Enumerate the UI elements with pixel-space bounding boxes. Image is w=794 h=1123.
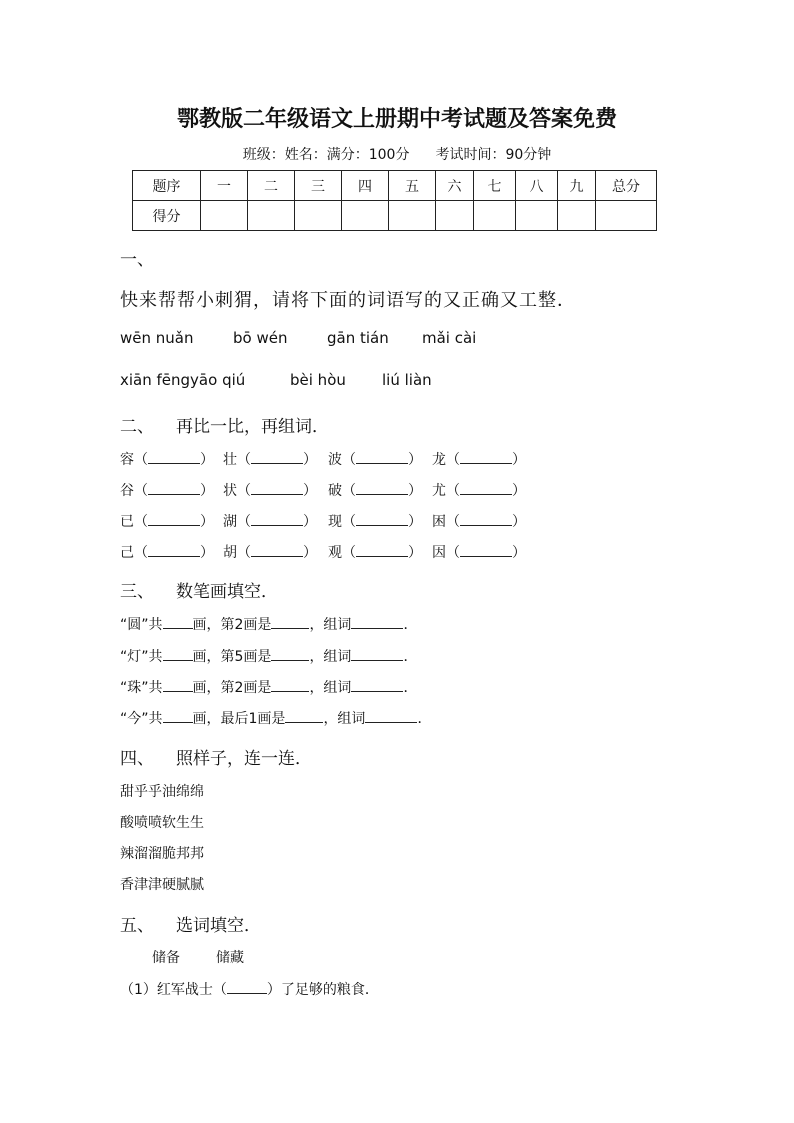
word-group-item (120, 449, 214, 469)
character: 波 (328, 452, 342, 468)
word-group-item (328, 449, 422, 469)
section-3-heading (120, 577, 278, 602)
answer-blank[interactable] (356, 524, 408, 526)
answer-blank[interactable] (148, 524, 200, 526)
stroke-question (120, 614, 417, 634)
question-mid: 画，第2画是 (192, 617, 272, 633)
answer-blank[interactable] (356, 462, 408, 464)
section-number: 二、 (120, 417, 154, 437)
section-number: 五、 (120, 916, 154, 936)
character: 尤 (432, 483, 446, 499)
character: 状 (223, 483, 237, 499)
score-table-score-row (133, 201, 657, 231)
answer-blank[interactable] (271, 690, 309, 692)
close-paren: ） (408, 452, 422, 468)
answer-blank[interactable] (163, 690, 193, 692)
answer-blank[interactable] (148, 493, 200, 495)
answer-blank[interactable] (460, 555, 512, 557)
open-paren: （ (446, 545, 460, 561)
word-group-item (120, 480, 214, 500)
word-group-item (223, 480, 317, 500)
character: 容 (120, 452, 134, 468)
answer-blank[interactable] (460, 524, 512, 526)
question-stop: ． (403, 649, 418, 665)
class-label: 班级： (242, 147, 285, 163)
answer-blank[interactable] (356, 493, 408, 495)
answer-blank[interactable] (271, 627, 309, 629)
character: 胡 (223, 545, 237, 561)
table-header-cell: 一 (201, 171, 248, 201)
open-paren: （ (342, 483, 356, 499)
word-group-item (328, 480, 422, 500)
character: 破 (328, 483, 342, 499)
score-table (132, 170, 657, 231)
section-title: 选词填空． (176, 916, 261, 936)
character: 因 (432, 545, 446, 561)
score-cell[interactable] (389, 201, 436, 231)
word-choice: 储藏 (216, 950, 244, 966)
table-header-cell: 二 (248, 171, 295, 201)
stroke-question (120, 677, 417, 697)
close-paren: ） (200, 483, 214, 499)
word-group-item (432, 511, 526, 531)
table-header-cell: 三 (295, 171, 342, 201)
score-cell[interactable] (516, 201, 558, 231)
word-group-item (223, 511, 317, 531)
question-mid: 画，第5画是 (192, 649, 272, 665)
answer-blank[interactable] (285, 721, 323, 723)
question-stop: ． (403, 680, 418, 696)
stroke-question (120, 646, 417, 666)
word-group-item (432, 542, 526, 562)
close-paren: ） (303, 483, 317, 499)
word-group-item (120, 511, 214, 531)
close-paren: ） (200, 514, 214, 530)
question-char: “珠”共 (120, 680, 163, 696)
pinyin-item: gān tián (327, 329, 389, 347)
score-cell[interactable] (558, 201, 596, 231)
matching-line: 甜乎乎油绵绵 (120, 784, 204, 800)
question-end: ，组词 (309, 680, 352, 696)
section-title: 再比一比，再组词． (176, 417, 329, 437)
question-mid: 画，第2画是 (192, 680, 272, 696)
answer-blank[interactable] (227, 992, 267, 994)
question-char: “圆”共 (120, 617, 163, 633)
close-paren: ） (512, 545, 526, 561)
answer-blank[interactable] (460, 493, 512, 495)
section-5-heading (120, 911, 261, 936)
stroke-question (120, 708, 431, 728)
open-paren: （ (237, 545, 251, 561)
character: 已 (120, 514, 134, 530)
answer-blank[interactable] (351, 627, 403, 629)
section-number: 四、 (120, 749, 154, 769)
answer-blank[interactable] (148, 462, 200, 464)
character: 谷 (120, 483, 134, 499)
character: 观 (328, 545, 342, 561)
answer-blank[interactable] (148, 555, 200, 557)
pinyin-item: bō wén (233, 329, 288, 347)
pinyin-row-1 (120, 329, 476, 347)
character: 壮 (223, 452, 237, 468)
matching-line: 辣溜溜脆邦邦 (120, 846, 204, 862)
answer-blank[interactable] (460, 462, 512, 464)
pinyin-item: liú liàn (382, 371, 432, 389)
answer-blank[interactable] (351, 690, 403, 692)
open-paren: （ (342, 452, 356, 468)
open-paren: （ (134, 545, 148, 561)
question-prefix: （1）红军战士（ (120, 982, 227, 998)
score-cell[interactable] (436, 201, 474, 231)
close-paren: ） (303, 545, 317, 561)
word-group-item (328, 511, 422, 531)
table-header-cell: 四 (342, 171, 389, 201)
character: 龙 (432, 452, 446, 468)
word-group-item (328, 542, 422, 562)
close-paren: ） (512, 452, 526, 468)
question-mid: 画，最后1画是 (192, 711, 286, 727)
pinyin-item: bèi hòu (290, 371, 346, 389)
matching-line: 香津津硬腻腻 (120, 877, 204, 893)
pinyin-row-2 (120, 371, 432, 389)
table-header-cell: 题序 (133, 171, 201, 201)
close-paren: ） (303, 452, 317, 468)
open-paren: （ (237, 514, 251, 530)
full-score: 满分：100分 (326, 147, 410, 163)
answer-blank[interactable] (251, 555, 303, 557)
answer-blank[interactable] (163, 659, 193, 661)
name-label: 姓名： (284, 147, 327, 163)
open-paren: （ (342, 545, 356, 561)
close-paren: ） (408, 483, 422, 499)
score-cell[interactable] (295, 201, 342, 231)
close-paren: ） (200, 545, 214, 561)
table-header-cell: 八 (516, 171, 558, 201)
section-1-instruction: 快来帮帮小刺猬，请将下面的词语写的又正确又工整． (120, 290, 576, 311)
close-paren: ） (408, 514, 422, 530)
word-group-item (223, 542, 317, 562)
section-title: 数笔画填空． (176, 582, 278, 602)
pinyin-item: mǎi cài (422, 329, 477, 347)
open-paren: （ (446, 452, 460, 468)
answer-blank[interactable] (365, 721, 417, 723)
score-cell[interactable] (474, 201, 516, 231)
word-group-item (120, 542, 214, 562)
score-cell[interactable] (248, 201, 295, 231)
open-paren: （ (237, 483, 251, 499)
close-paren: ） (303, 514, 317, 530)
answer-blank[interactable] (356, 555, 408, 557)
character: 现 (328, 514, 342, 530)
score-cell[interactable] (342, 201, 389, 231)
close-paren: ） (512, 514, 526, 530)
section-number: 三、 (120, 582, 154, 602)
table-header-cell: 七 (474, 171, 516, 201)
question-char: “今”共 (120, 711, 163, 727)
question-stop: ． (417, 711, 432, 727)
question-end: ，组词 (309, 649, 352, 665)
table-header-cell: 六 (436, 171, 474, 201)
open-paren: （ (342, 514, 356, 530)
answer-blank[interactable] (251, 493, 303, 495)
open-paren: （ (134, 452, 148, 468)
answer-blank[interactable] (163, 627, 193, 629)
answer-blank[interactable] (251, 524, 303, 526)
character: 湖 (223, 514, 237, 530)
open-paren: （ (446, 514, 460, 530)
score-cell[interactable] (596, 201, 657, 231)
exam-time: 考试时间：90分钟 (435, 147, 552, 163)
table-header-cell: 总分 (596, 171, 657, 201)
score-cell[interactable] (201, 201, 248, 231)
question-end: ，组词 (309, 617, 352, 633)
close-paren: ） (512, 483, 526, 499)
word-group-item (223, 449, 317, 469)
section-1-heading: 一、 (120, 250, 154, 270)
answer-blank[interactable] (163, 721, 193, 723)
fill-question-1 (120, 979, 379, 999)
open-paren: （ (237, 452, 251, 468)
section-4-heading (120, 744, 312, 769)
pinyin-item: xiān fēngyāo qiú (120, 371, 246, 389)
character: 困 (432, 514, 446, 530)
word-group-item (432, 449, 526, 469)
question-char: “灯”共 (120, 649, 163, 665)
word-choice: 储备 (152, 950, 180, 966)
word-group-item (432, 480, 526, 500)
page-title: 鄂教版二年级语文上册期中考试题及答案免费 (176, 106, 617, 132)
character: 己 (120, 545, 134, 561)
close-paren: ） (200, 452, 214, 468)
table-header-cell: 五 (389, 171, 436, 201)
open-paren: （ (446, 483, 460, 499)
answer-blank[interactable] (271, 659, 309, 661)
score-table-header-row (133, 171, 657, 201)
table-row-label: 得分 (133, 201, 201, 231)
section-2-heading (120, 412, 329, 437)
question-stop: ． (403, 617, 418, 633)
answer-blank[interactable] (351, 659, 403, 661)
section-title: 照样子，连一连． (176, 749, 312, 769)
table-header-cell: 九 (558, 171, 596, 201)
question-end: ，组词 (323, 711, 366, 727)
exam-info (0, 144, 794, 164)
question-suffix: ）了足够的粮食． (266, 982, 379, 998)
open-paren: （ (134, 514, 148, 530)
answer-blank[interactable] (251, 462, 303, 464)
pinyin-item: wēn nuǎn (120, 329, 194, 347)
matching-line: 酸喷喷软生生 (120, 815, 204, 831)
open-paren: （ (134, 483, 148, 499)
close-paren: ） (408, 545, 422, 561)
